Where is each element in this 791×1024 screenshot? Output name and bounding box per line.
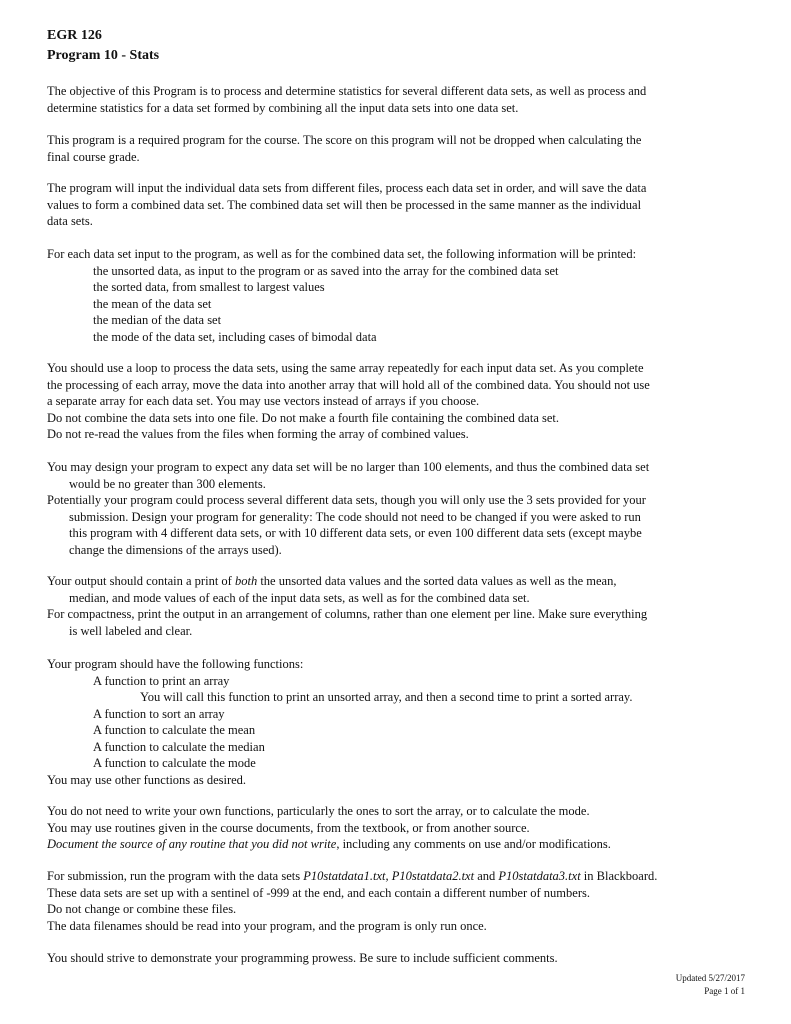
text-line: values to form a combined data set. The combined data set will then be processed in the same manner as the individual	[47, 197, 642, 212]
output-paragraph	[47, 573, 747, 639]
text-line	[47, 836, 747, 853]
objective-paragraph	[47, 83, 747, 116]
page-footer	[676, 972, 745, 998]
text-line: submission. Design your program for generality: The code should not need to be changed if you were asked to run	[69, 509, 641, 524]
text-span: Your output should contain a print of	[47, 574, 235, 588]
text-line: The program will input the individual data sets from different files, process each data set in order, and will save the data	[47, 181, 647, 195]
text-line: You should use a loop to process the data sets, using the same array repeatedly for each input data set. As you complete	[47, 361, 644, 375]
text-line: For compactness, print the output in an arrangement of columns, rather than one element per line. Make sure everything	[47, 607, 648, 621]
text-line: You may use routines given in the course documents, from the textbook, or from another source.	[47, 820, 530, 835]
text-line: This program is a required program for the course. The score on this program will not be dropped when calculating the	[47, 133, 642, 147]
list-item: the mean of the data set	[93, 296, 212, 311]
text-line: this program with 4 different data sets, or with 10 different data sets, or even 100 different data sets (except maybe	[69, 526, 642, 540]
text-span: the unsorted data values and the sorted data values as well as the mean,	[257, 574, 617, 588]
list-item: A function to calculate the mode	[93, 756, 256, 770]
text-span: in Blackboard.	[580, 869, 658, 883]
page-number: Page 1 of 1	[704, 986, 745, 996]
text-span: For submission, run the program with the data sets	[47, 869, 304, 883]
text-line: You should strive to demonstrate your programming prowess. Be sure to include sufficient comments.	[47, 951, 558, 965]
text-line: the processing of each array, move the data into another array that will hold all of the combined data. You should not use	[47, 377, 650, 392]
text-line: determine statistics for a data set formed by combining all the input data sets into one data set.	[47, 100, 519, 115]
text-line: Do not combine the data sets into one file. Do not make a fourth file containing the combined data set.	[47, 410, 560, 425]
text-line: a separate array for each data set. You may use vectors instead of arrays if you choose.	[47, 394, 480, 408]
text-line: final course grade.	[47, 149, 140, 164]
list-item: the median of the data set	[93, 313, 222, 327]
filename-text: P10statdata1.txt, P10statdata2.txt	[303, 869, 475, 883]
emphasis-text: Document the source of any routine that you did not write	[47, 837, 337, 851]
text-line: data sets.	[47, 214, 93, 228]
text-line: change the dimensions of the arrays used).	[69, 542, 282, 557]
text-line: Do not change or combine these files.	[47, 902, 237, 916]
text-line: You may use other functions as desired.	[47, 772, 247, 787]
loop-paragraph	[47, 360, 747, 443]
emphasis-text: both	[234, 574, 258, 588]
functions-paragraph	[47, 656, 747, 788]
list-item: You will call this function to print an unsorted array, and then a second time to print a sorted array.	[140, 690, 633, 704]
text-line: The data filenames should be read into your program, and the program is only run once.	[47, 918, 487, 933]
course-title: EGR 126	[47, 28, 102, 43]
size-paragraph	[47, 459, 747, 558]
text-line: You may design your program to expect any data set will be no larger than 100 elements, and thus the combined data set	[47, 460, 650, 474]
text-line: These data sets are set up with a sentinel of -999 at the end, and each contain a different number of numbers.	[47, 885, 590, 900]
text-line	[47, 573, 747, 590]
filename-text: P10statdata3.txt	[498, 869, 581, 883]
list-item: the sorted data, from smallest to largest values	[93, 280, 325, 294]
text-line: Your program should have the following functions:	[47, 657, 304, 671]
text-line: You do not need to write your own functions, particularly the ones to sort the array, or to calculate the mode.	[47, 804, 590, 818]
routines-paragraph	[47, 803, 747, 853]
text-span: , including any comments on use and/or modifications.	[336, 837, 611, 851]
text-line: median, and mode values of each of the input data sets, as well as for the combined data set.	[69, 590, 530, 605]
list-item: A function to sort an array	[93, 706, 225, 721]
updated-date: Updated 5/27/2017	[675, 973, 745, 983]
text-line: is well labeled and clear.	[69, 623, 193, 638]
program-title: Program 10 - Stats	[47, 48, 160, 63]
printed-info-paragraph	[47, 246, 747, 345]
list-item: the unsorted data, as input to the program or as saved into the array for the combined data set	[93, 263, 559, 278]
text-line: For each data set input to the program, as well as for the combined data set, the following information will be printed:	[47, 247, 637, 261]
required-paragraph	[47, 132, 747, 165]
text-line: The objective of this Program is to process and determine statistics for several different data sets, as well as process and	[47, 84, 647, 98]
text-span: and	[474, 869, 499, 883]
list-item: the mode of the data set, including cases of bimodal data	[93, 329, 377, 344]
list-item: A function to print an array	[93, 673, 230, 688]
closing-paragraph	[47, 950, 747, 967]
submission-paragraph	[47, 868, 747, 934]
list-item: A function to calculate the median	[93, 739, 265, 754]
text-line: Do not re-read the values from the files when forming the array of combined values.	[47, 427, 469, 441]
text-line: Potentially your program could process several different data sets, though you will only use the 3 sets provided for your	[47, 493, 646, 507]
text-line: would be no greater than 300 elements.	[69, 476, 266, 491]
text-line	[47, 868, 747, 885]
input-paragraph	[47, 180, 747, 230]
list-item: A function to calculate the mean	[93, 723, 256, 737]
